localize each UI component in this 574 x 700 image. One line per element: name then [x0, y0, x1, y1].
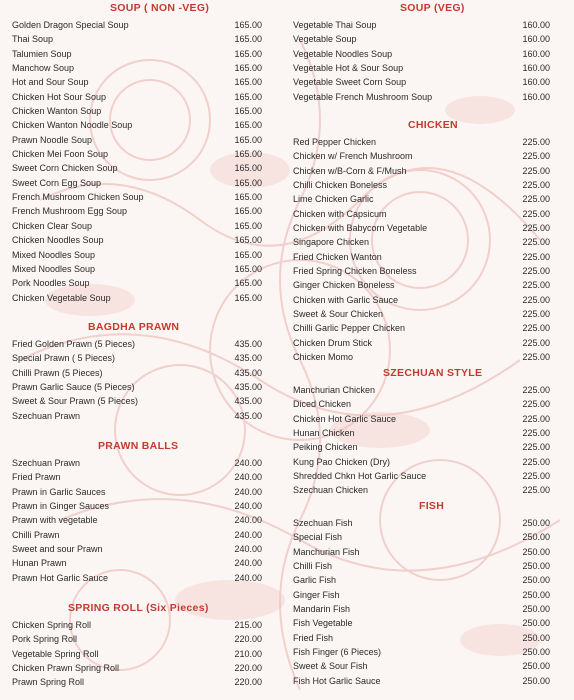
menu-item-price: 250.00 — [522, 518, 550, 528]
menu-item-price: 215.00 — [234, 620, 262, 630]
menu-item-price: 225.00 — [522, 280, 550, 291]
menu-item-price: 225.00 — [522, 428, 550, 439]
menu-item-name: Shredded Chkn Hot Garlic Sauce — [293, 471, 427, 482]
menu-item — [293, 264, 550, 278]
menu-item — [12, 661, 262, 675]
menu-item — [293, 61, 550, 75]
menu-item-name: Vegetable Hot & Sour Soup — [293, 63, 404, 74]
menu-item-name: Fried Spring Chicken Boneless — [293, 266, 417, 277]
menu-item-name: Szechuan Prawn — [12, 458, 81, 468]
section-soup-nonveg — [12, 1, 262, 305]
menu-item-price: 165.00 — [234, 77, 262, 88]
menu-item-name: Vegetable Sweet Corn Soup — [293, 77, 407, 88]
menu-item-price: 250.00 — [522, 632, 550, 643]
menu-item-name: Fried Fish — [293, 632, 334, 643]
menu-item — [293, 221, 550, 235]
menu-item-name: Sweet & Sour Chicken — [293, 309, 384, 320]
menu-item-name: Garlic Fish — [293, 575, 337, 586]
menu-item — [12, 204, 262, 218]
menu-item — [12, 351, 262, 365]
section-title: FISH — [419, 500, 445, 512]
menu-item-price: 225.00 — [522, 208, 550, 219]
menu-item — [293, 75, 550, 89]
menu-item-name: French Mushroom Egg Soup — [12, 206, 128, 217]
menu-item-price: 225.00 — [522, 251, 550, 262]
menu-item-name: Prawn in Garlic Sauces — [12, 486, 106, 497]
menu-item — [293, 250, 550, 264]
menu-item-price: 435.00 — [234, 382, 262, 393]
menu-item-price: 225.00 — [522, 180, 550, 191]
menu-item-price: 165.00 — [234, 192, 262, 203]
menu-item — [12, 75, 262, 89]
menu-item-price: 225.00 — [522, 471, 550, 482]
menu-item — [12, 291, 262, 305]
menu-item-price: 435.00 — [234, 410, 262, 421]
menu-item-price: 240.00 — [234, 529, 262, 540]
menu-item-price: 165.00 — [234, 177, 262, 188]
menu-item — [293, 616, 550, 630]
item-list — [293, 383, 550, 498]
menu-item-name: Chilli Prawn — [12, 529, 60, 540]
menu-item — [293, 321, 550, 335]
menu-item — [12, 675, 262, 689]
menu-item-price: 165.00 — [234, 20, 262, 30]
menu-item-price: 160.00 — [522, 48, 550, 59]
menu-item-price: 165.00 — [234, 263, 262, 274]
menu-item-price: 165.00 — [234, 149, 262, 160]
menu-item — [12, 470, 262, 484]
menu-item — [12, 618, 262, 632]
menu-item — [12, 47, 262, 61]
menu-item-name: Prawn in Ginger Sauces — [12, 501, 110, 512]
menu-item-name: Manchow Soup — [12, 63, 75, 74]
menu-item-price: 165.00 — [234, 163, 262, 174]
menu-item-name: Fried Prawn — [12, 472, 61, 483]
menu-item — [293, 307, 550, 321]
menu-item-name: Chicken Spring Roll — [12, 620, 92, 630]
menu-item — [12, 632, 262, 646]
menu-item — [293, 483, 550, 497]
section-soup-veg — [293, 1, 550, 104]
section-chicken — [293, 118, 550, 365]
menu-item — [293, 530, 550, 544]
menu-item-name: Vegetable Soup — [293, 34, 357, 45]
menu-item-name: Chilli Fish — [293, 561, 333, 572]
menu-item-price: 225.00 — [522, 413, 550, 424]
menu-item-name: Thai Soup — [12, 34, 54, 45]
item-list — [12, 456, 262, 585]
menu-item — [12, 394, 262, 408]
menu-item — [12, 147, 262, 161]
menu-item-name: Sweet and sour Prawn — [12, 544, 103, 555]
menu-item-name: Chicken Noodles Soup — [12, 235, 104, 246]
menu-item-price: 225.00 — [522, 399, 550, 410]
menu-item-price: 220.00 — [234, 677, 262, 688]
menu-item-name: Lime Chicken Garlic — [293, 194, 374, 205]
menu-item — [12, 61, 262, 75]
menu-item — [12, 571, 262, 585]
menu-item-name: Fish Vegetable — [293, 618, 353, 629]
item-list — [293, 18, 550, 104]
menu-item-price: 165.00 — [234, 292, 262, 303]
menu-item-name: Hot and Sour Soup — [12, 77, 89, 88]
menu-item-price: 435.00 — [234, 339, 262, 349]
menu-item-name: Chicken with Babycorn Vegetable — [293, 223, 428, 234]
menu-item-name: Chicken Prawn Spring Roll — [12, 663, 120, 674]
item-list — [12, 18, 262, 305]
menu-item-price: 250.00 — [522, 675, 550, 686]
menu-item — [12, 366, 262, 380]
menu-item — [293, 573, 550, 587]
section-title: SPRING ROLL (Six Pieces) — [68, 602, 209, 614]
menu-item-name: Ginger Chicken Boneless — [293, 280, 395, 291]
menu-item — [293, 659, 550, 673]
menu-item-name: Mixed Noodles Soup — [12, 249, 96, 260]
menu-item-name: Chicken w/B-Corn & F/Mush — [293, 165, 407, 176]
menu-item — [12, 32, 262, 46]
menu-item — [293, 18, 550, 32]
menu-item-name: Prawn with vegetable — [12, 515, 98, 526]
menu-item — [293, 559, 550, 573]
menu-item-price: 250.00 — [522, 604, 550, 615]
section-title: SOUP ( NON -VEG) — [110, 2, 210, 14]
menu-item — [12, 499, 262, 513]
menu-item-name: Chicken Hot Garlic Sauce — [293, 413, 397, 424]
menu-item-name: Chilli Chicken Boneless — [293, 180, 388, 191]
menu-item — [12, 118, 262, 132]
menu-item-name: Special Fish — [293, 532, 343, 543]
menu-item-price: 240.00 — [234, 572, 262, 583]
menu-item — [293, 47, 550, 61]
menu-item — [293, 397, 550, 411]
menu-item-name: Fried Golden Prawn (5 Pieces) — [12, 339, 136, 349]
menu-item-name: Golden Dragon Special Soup — [12, 20, 129, 30]
menu-item-price: 240.00 — [234, 486, 262, 497]
menu-item — [293, 545, 550, 559]
menu-item — [12, 337, 262, 351]
menu-item-price: 160.00 — [522, 77, 550, 88]
menu-item-price: 225.00 — [522, 485, 550, 496]
menu-item-price: 165.00 — [234, 106, 262, 117]
menu-item-price: 165.00 — [234, 34, 262, 45]
menu-item-name: Fried Chicken Wanton — [293, 251, 382, 262]
menu-item-price: 225.00 — [522, 294, 550, 305]
menu-item — [293, 207, 550, 221]
menu-item-name: Fish Hot Garlic Sauce — [293, 675, 381, 686]
menu-item-price: 435.00 — [234, 396, 262, 407]
section-title: PRAWN BALLS — [98, 440, 179, 452]
menu-item-name: Prawn Noodle Soup — [12, 134, 93, 145]
item-list — [293, 516, 550, 688]
menu-item-price: 250.00 — [522, 532, 550, 543]
menu-item-name: Vegetable French Mushroom Soup — [293, 91, 433, 102]
menu-item — [12, 513, 262, 527]
menu-item — [293, 469, 550, 483]
menu-item — [12, 542, 262, 556]
menu-item-price: 240.00 — [234, 501, 262, 512]
menu-item — [12, 276, 262, 290]
menu-item-name: Chicken Hot Sour Soup — [12, 91, 107, 102]
menu-item-price: 220.00 — [234, 634, 262, 645]
menu-item-name: Chicken Wanton Soup — [12, 106, 102, 117]
menu-item-name: Ginger Fish — [293, 589, 340, 600]
menu-item — [293, 90, 550, 104]
menu-item-name: Chicken Drum Stick — [293, 337, 373, 348]
menu-item-name: Prawn Hot Garlic Sauce — [12, 572, 109, 583]
menu-item — [12, 219, 262, 233]
menu-item — [12, 262, 262, 276]
menu-item — [293, 178, 550, 192]
menu-item — [293, 278, 550, 292]
menu-item-name: Peiking Chicken — [293, 442, 358, 453]
section-bagdha-prawn — [12, 320, 262, 423]
menu-item — [12, 647, 262, 661]
menu-item — [293, 149, 550, 163]
menu-item-name: Talumien Soup — [12, 48, 72, 59]
item-list — [12, 618, 262, 690]
menu-item — [293, 645, 550, 659]
menu-item — [293, 631, 550, 645]
menu-item — [12, 90, 262, 104]
item-list — [293, 135, 550, 365]
menu-item-name: Chicken Mei Foon Soup — [12, 149, 109, 160]
menu-item-name: Prawn Garlic Sauce (5 Pieces) — [12, 382, 135, 393]
menu-item-price: 240.00 — [234, 558, 262, 569]
menu-item-price: 225.00 — [522, 137, 550, 147]
menu-item — [293, 192, 550, 206]
menu-item-name: Mandarin Fish — [293, 604, 351, 615]
menu-item-name: Szechuan Prawn — [12, 410, 81, 421]
menu-item-price: 165.00 — [234, 220, 262, 231]
menu-item-price: 165.00 — [234, 249, 262, 260]
menu-item-price: 220.00 — [234, 663, 262, 674]
menu-item-price: 165.00 — [234, 63, 262, 74]
menu-item-price: 165.00 — [234, 48, 262, 59]
menu-item — [12, 528, 262, 542]
menu-item — [293, 235, 550, 249]
menu-item-name: Pork Spring Roll — [12, 634, 78, 645]
menu-item-price: 165.00 — [234, 134, 262, 145]
menu-item-name: Chicken Momo — [293, 352, 354, 363]
menu-item — [12, 233, 262, 247]
menu-item — [293, 164, 550, 178]
menu-item-name: Singapore Chicken — [293, 237, 370, 248]
menu-item-name: Fish Finger (6 Pieces) — [293, 647, 382, 658]
menu-item-price: 250.00 — [522, 561, 550, 572]
menu-item-name: Chicken Clear Soup — [12, 220, 93, 231]
menu-item — [293, 455, 550, 469]
menu-item — [12, 18, 262, 32]
menu-item-price: 225.00 — [522, 323, 550, 334]
menu-item-price: 225.00 — [522, 456, 550, 467]
menu-item-price: 165.00 — [234, 278, 262, 289]
menu-item — [293, 135, 550, 149]
menu-item-name: French Mushroom Chicken Soup — [12, 192, 144, 203]
menu-item-name: Special Prawn ( 5 Pieces) — [12, 353, 116, 364]
menu-item-name: Manchurian Chicken — [293, 385, 376, 395]
menu-item — [12, 176, 262, 190]
menu-item-name: Hunan Chicken — [293, 428, 355, 439]
menu-item-name: Szechuan Fish — [293, 518, 353, 528]
menu-item-price: 435.00 — [234, 367, 262, 378]
section-title: CHICKEN — [408, 119, 458, 131]
menu-item-price: 165.00 — [234, 120, 262, 131]
menu-item-name: Pork Noodles Soup — [12, 278, 90, 289]
menu-item — [12, 380, 262, 394]
menu-item-price: 225.00 — [522, 442, 550, 453]
menu-item-name: Diced Chicken — [293, 399, 352, 410]
menu-item-name: Vegetable Thai Soup — [293, 20, 377, 30]
menu-item-price: 240.00 — [234, 458, 262, 468]
item-list — [12, 337, 262, 423]
section-title: SZECHUAN STYLE — [383, 367, 483, 379]
menu-item-price: 225.00 — [522, 352, 550, 363]
menu-item — [12, 485, 262, 499]
menu-item — [12, 556, 262, 570]
menu-item — [293, 383, 550, 397]
menu-item-name: Sweet Corn Egg Soup — [12, 177, 102, 188]
menu-item-name: Vegetable Spring Roll — [12, 648, 99, 659]
menu-item-name: Sweet & Sour Prawn (5 Pieces) — [12, 396, 139, 407]
menu-item-price: 210.00 — [234, 648, 262, 659]
menu-item-name: Chilli Garlic Pepper Chicken — [293, 323, 406, 334]
section-title: BAGDHA PRAWN — [88, 321, 180, 333]
section-szechuan-style — [293, 366, 550, 498]
menu-item-price: 160.00 — [522, 91, 550, 102]
menu-item-name: Red Pepper Chicken — [293, 137, 377, 147]
menu-item-name: Prawn Spring Roll — [12, 677, 85, 688]
menu-item-price: 225.00 — [522, 266, 550, 277]
menu-item-price: 225.00 — [522, 223, 550, 234]
menu-item — [12, 133, 262, 147]
menu-item-name: Vegetable Noodles Soup — [293, 48, 393, 59]
menu-item-name: Chicken Vegetable Soup — [12, 292, 111, 303]
menu-item-name: Kung Pao Chicken (Dry) — [293, 456, 391, 467]
menu-item-price: 225.00 — [522, 237, 550, 248]
menu-item — [293, 516, 550, 530]
menu-item-price: 250.00 — [522, 661, 550, 672]
menu-item — [293, 412, 550, 426]
section-spring-roll — [12, 601, 262, 690]
menu-item-price: 225.00 — [522, 337, 550, 348]
section-title: SOUP (VEG) — [400, 2, 465, 14]
menu-item — [12, 104, 262, 118]
menu-item-price: 240.00 — [234, 544, 262, 555]
menu-item — [12, 161, 262, 175]
menu-item — [12, 248, 262, 262]
menu-item — [293, 336, 550, 350]
menu-item — [12, 409, 262, 423]
menu-item — [293, 440, 550, 454]
menu-item-name: Szechuan Chicken — [293, 485, 369, 496]
menu-item-name: Chicken w/ French Mushroom — [293, 151, 413, 162]
menu-item — [293, 674, 550, 688]
menu-item-name: Chicken with Garlic Sauce — [293, 294, 399, 305]
menu-item-price: 165.00 — [234, 91, 262, 102]
menu-item — [12, 456, 262, 470]
menu-item-price: 250.00 — [522, 618, 550, 629]
menu-item-price: 225.00 — [522, 151, 550, 162]
menu-item — [293, 293, 550, 307]
menu-item — [293, 32, 550, 46]
menu-item-price: 165.00 — [234, 206, 262, 217]
menu-item-price: 435.00 — [234, 353, 262, 364]
menu-item-name: Mixed Noodles Soup — [12, 263, 96, 274]
menu-item-price: 250.00 — [522, 546, 550, 557]
menu-item — [293, 588, 550, 602]
menu-item-price: 225.00 — [522, 194, 550, 205]
menu-item-price: 160.00 — [522, 63, 550, 74]
menu-item-price: 225.00 — [522, 165, 550, 176]
menu-item-price: 225.00 — [522, 385, 550, 395]
menu-item-name: Manchurian Fish — [293, 546, 360, 557]
menu-item-price: 250.00 — [522, 575, 550, 586]
menu-item — [12, 190, 262, 204]
menu-item-price: 165.00 — [234, 235, 262, 246]
menu-item-name: Hunan Prawn — [12, 558, 67, 569]
menu-item-price: 250.00 — [522, 647, 550, 658]
menu-item — [293, 602, 550, 616]
menu-item-price: 240.00 — [234, 472, 262, 483]
menu-item-price: 240.00 — [234, 515, 262, 526]
menu-item-price: 160.00 — [522, 34, 550, 45]
menu-item-price: 250.00 — [522, 589, 550, 600]
menu-item-price: 225.00 — [522, 309, 550, 320]
menu-item-name: Chicken Wanton Noodle Soup — [12, 120, 133, 131]
menu-item-name: Chicken with Capsicum — [293, 208, 387, 219]
menu-item-name: Chilli Prawn (5 Pieces) — [12, 367, 103, 378]
menu-item — [293, 350, 550, 364]
section-prawn-balls — [12, 439, 262, 585]
menu-item-price: 160.00 — [522, 20, 550, 30]
menu-item — [293, 426, 550, 440]
section-fish — [293, 499, 550, 688]
menu-item-name: Sweet Corn Chicken Soup — [12, 163, 118, 174]
menu-item-name: Sweet & Sour Fish — [293, 661, 368, 672]
